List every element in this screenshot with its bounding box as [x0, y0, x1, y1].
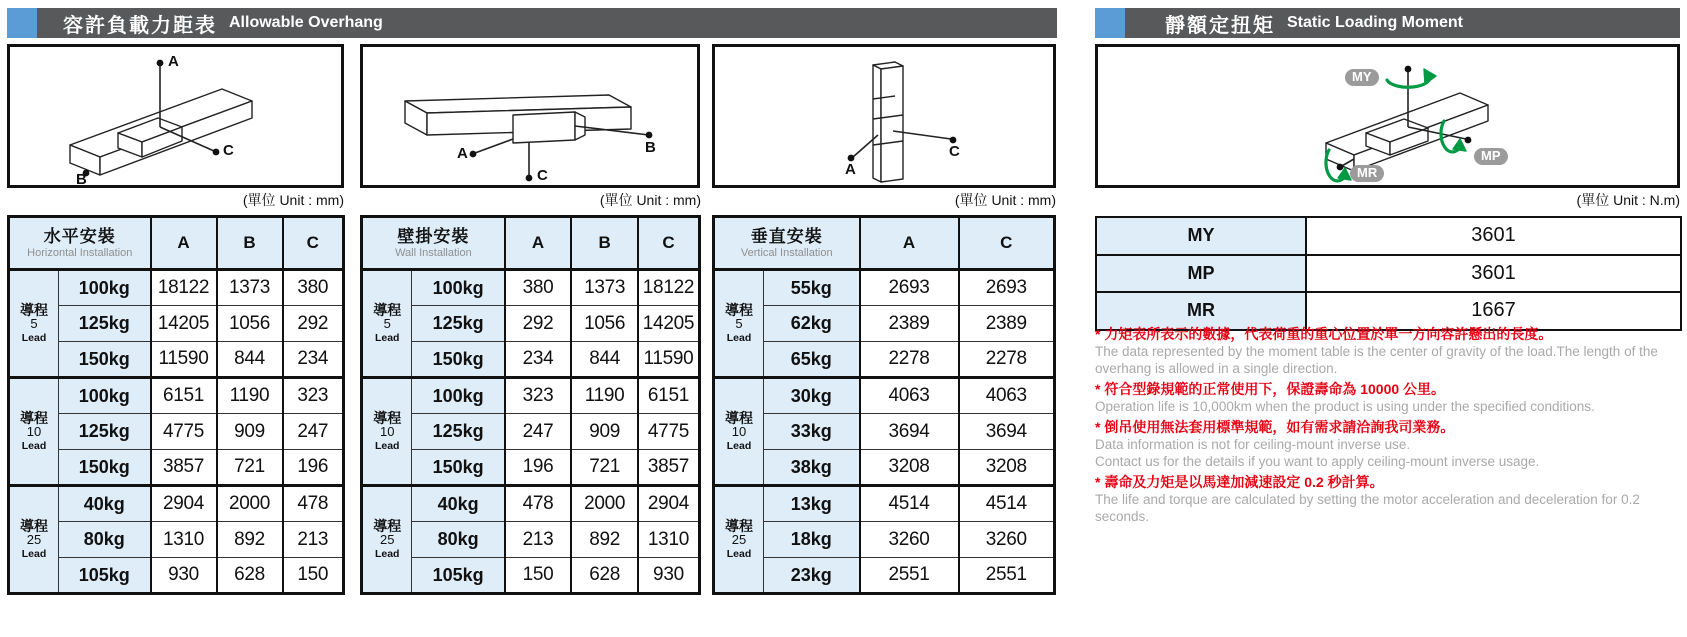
table-row — [714, 486, 1055, 522]
load-cell: 150kg — [412, 342, 505, 378]
lead-group-cell — [362, 270, 412, 378]
value-cell: 234 — [283, 342, 344, 378]
rail-wireframe-vertical — [715, 47, 1053, 185]
value-cell: 4514 — [860, 486, 959, 522]
value-cell: 892 — [217, 522, 283, 558]
table-row — [362, 342, 700, 378]
value-cell: 14205 — [151, 306, 217, 342]
moment-title-en: Static Loading Moment — [1287, 14, 1463, 31]
value-cell: 6151 — [151, 378, 217, 414]
table-row — [9, 486, 344, 522]
lead-number: 25 — [731, 531, 747, 547]
axis-label-a: A — [457, 145, 468, 162]
table-row — [9, 522, 344, 558]
value-cell: 3694 — [860, 414, 959, 450]
value-cell: 3857 — [638, 450, 700, 486]
rail-wireframe-moment — [1098, 47, 1677, 185]
table-row — [714, 270, 1055, 306]
table-row — [362, 378, 700, 414]
note-text-en: Contact us for the details if you want to apply ceiling-mount inverse usage. — [1095, 454, 1540, 469]
table-row — [714, 378, 1055, 414]
value-cell: 4775 — [638, 414, 700, 450]
static-moment-table — [1095, 216, 1682, 331]
lead-label-zh: 導程 — [725, 517, 753, 534]
load-cell: 80kg — [59, 522, 151, 558]
axis-label-a: A — [168, 53, 179, 70]
value-cell: 4775 — [151, 414, 217, 450]
axis-label-c: C — [537, 167, 548, 184]
load-cell: 105kg — [59, 558, 151, 594]
table-row — [362, 414, 700, 450]
load-cell: 55kg — [764, 270, 860, 306]
column-header-a: A — [505, 217, 572, 270]
overhang-table-horizontal-installation — [7, 215, 345, 595]
installation-header — [9, 217, 151, 270]
value-cell: 3260 — [860, 522, 959, 558]
lead-label-en: Lead — [21, 547, 47, 560]
table-row — [714, 522, 1055, 558]
column-header-c: C — [638, 217, 700, 270]
load-cell: 23kg — [764, 558, 860, 594]
lead-number: 25 — [379, 531, 395, 547]
value-cell: 3260 — [959, 522, 1055, 558]
value-cell: 2278 — [959, 342, 1055, 378]
table-row — [9, 414, 344, 450]
value-cell: 2904 — [151, 486, 217, 522]
lead-label-en: Lead — [374, 547, 400, 560]
column-header-c: C — [283, 217, 344, 270]
lead-label-zh: 導程 — [373, 409, 402, 426]
value-cell: 2278 — [860, 342, 959, 378]
value-cell: 1190 — [571, 378, 638, 414]
value-cell: 3208 — [959, 450, 1055, 486]
load-cell: 100kg — [59, 378, 151, 414]
moment-value-cell: 1667 — [1306, 292, 1681, 330]
installation-name-en: Vertical Installation — [740, 247, 833, 259]
table-row — [362, 450, 700, 486]
note-text-en: Operation life is 10,000km when the product is using under the specified conditions. — [1095, 399, 1595, 414]
table-row — [714, 306, 1055, 342]
value-cell: 2551 — [860, 558, 959, 594]
lead-label-zh: 導程 — [373, 517, 402, 534]
load-cell: 33kg — [764, 414, 860, 450]
column-header-a: A — [860, 217, 959, 270]
installation-header — [362, 217, 505, 270]
moment-row — [1096, 255, 1681, 293]
value-cell: 247 — [283, 414, 344, 450]
installation-name-en: Wall Installation — [395, 247, 472, 259]
lead-group-cell — [714, 270, 764, 378]
lead-label-en: Lead — [726, 331, 752, 344]
load-cell: 150kg — [412, 450, 505, 486]
lead-label-en: Lead — [21, 331, 47, 344]
unit-label-mm: (單位 Unit : mm) — [242, 192, 344, 208]
horizontal-installation-diagram — [7, 44, 344, 188]
value-cell: 844 — [217, 342, 283, 378]
table-row — [714, 414, 1055, 450]
lead-label-zh: 導程 — [20, 409, 48, 426]
value-cell: 2389 — [860, 306, 959, 342]
table-row — [362, 486, 700, 522]
moment-label-cell: MP — [1096, 255, 1306, 293]
moment-label-mr: MR — [1350, 165, 1384, 182]
axis-label-a: A — [845, 161, 856, 178]
table-row — [9, 306, 344, 342]
lead-label-en: Lead — [374, 331, 400, 344]
column-header-a: A — [151, 217, 217, 270]
note-text-en: The data represented by the moment table is the center of gravity of the load.The length of the overhang is allowed in a single direction. — [1095, 344, 1658, 376]
value-cell: 11590 — [638, 342, 700, 378]
load-cell: 100kg — [59, 270, 151, 306]
lead-group-cell — [362, 378, 412, 486]
note-text-en: The life and torque are calculated by setting the motor acceleration and deceleration for 0.2 seconds. — [1095, 492, 1640, 524]
table-row — [362, 306, 700, 342]
value-cell: 2693 — [860, 270, 959, 306]
load-cell: 100kg — [412, 378, 505, 414]
moment-label-mp: MP — [1474, 148, 1508, 165]
value-cell: 2693 — [959, 270, 1055, 306]
lead-group-cell — [714, 486, 764, 594]
value-cell: 380 — [505, 270, 572, 306]
value-cell: 909 — [217, 414, 283, 450]
unit-label-mm: (單位 Unit : mm) — [954, 192, 1056, 208]
value-cell: 196 — [505, 450, 572, 486]
load-cell: 65kg — [764, 342, 860, 378]
accent-square-icon — [7, 8, 37, 38]
load-cell: 40kg — [412, 486, 505, 522]
lead-number: 5 — [30, 315, 38, 331]
moment-notes — [1095, 322, 1680, 525]
lead-label-zh: 導程 — [373, 301, 402, 318]
moment-section-titlebar — [1095, 8, 1680, 38]
load-cell: 40kg — [59, 486, 151, 522]
note-text-zh: * 壽命及力矩是以馬達加減速設定 0.2 秒計算。 — [1095, 474, 1384, 490]
load-cell: 150kg — [59, 450, 151, 486]
axis-label-b: B — [76, 171, 87, 188]
value-cell: 930 — [151, 558, 217, 594]
value-cell: 478 — [283, 486, 344, 522]
overhang-table-wall-installation — [360, 215, 701, 595]
value-cell: 14205 — [638, 306, 700, 342]
installation-name-zh: 垂直安裝 — [750, 227, 823, 246]
value-cell: 6151 — [638, 378, 700, 414]
moment-label-cell: MY — [1096, 217, 1306, 255]
wall-installation-diagram — [360, 44, 700, 188]
lead-number: 25 — [26, 531, 42, 547]
load-cell: 80kg — [412, 522, 505, 558]
value-cell: 3857 — [151, 450, 217, 486]
load-cell: 38kg — [764, 450, 860, 486]
value-cell: 721 — [217, 450, 283, 486]
table-row — [362, 270, 700, 306]
installation-name-zh: 水平安裝 — [43, 227, 116, 246]
load-cell: 30kg — [764, 378, 860, 414]
value-cell: 2389 — [959, 306, 1055, 342]
axis-label-c: C — [949, 143, 960, 160]
load-cell: 150kg — [59, 342, 151, 378]
lead-group-cell — [9, 486, 59, 594]
installation-name-zh: 壁掛安裝 — [397, 227, 470, 246]
value-cell: 1056 — [571, 306, 638, 342]
moment-diagram — [1095, 44, 1680, 188]
load-cell: 125kg — [412, 306, 505, 342]
note-text-zh: * 符合型錄規範的正常使用下，保證壽命為 10000 公里。 — [1095, 381, 1446, 397]
value-cell: 628 — [571, 558, 638, 594]
lead-label-zh: 導程 — [725, 301, 753, 318]
value-cell: 930 — [638, 558, 700, 594]
value-cell: 4063 — [959, 378, 1055, 414]
load-cell: 13kg — [764, 486, 860, 522]
overhang-title-en: Allowable Overhang — [229, 14, 383, 31]
unit-label-mm: (單位 Unit : mm) — [599, 192, 701, 208]
value-cell: 2551 — [959, 558, 1055, 594]
lead-group-cell — [714, 378, 764, 486]
moment-label-cell: MR — [1096, 292, 1306, 330]
lead-number: 5 — [383, 315, 391, 331]
vertical-installation-diagram — [712, 44, 1056, 188]
value-cell: 4514 — [959, 486, 1055, 522]
value-cell: 4063 — [860, 378, 959, 414]
value-cell: 1310 — [638, 522, 700, 558]
unit-label-nm: (單位 Unit : N.m) — [1576, 192, 1680, 208]
moment-value-cell: 3601 — [1306, 217, 1681, 255]
value-cell: 844 — [571, 342, 638, 378]
value-cell: 196 — [283, 450, 344, 486]
value-cell: 478 — [505, 486, 572, 522]
value-cell: 247 — [505, 414, 572, 450]
value-cell: 323 — [505, 378, 572, 414]
lead-label-en: Lead — [374, 439, 400, 452]
note-text-en: Data information is not for ceiling-mount inverse use. — [1095, 437, 1411, 452]
column-header-b: B — [571, 217, 638, 270]
lead-number: 10 — [731, 423, 747, 439]
value-cell: 2904 — [638, 486, 700, 522]
lead-label-en: Lead — [726, 439, 752, 452]
value-cell: 234 — [505, 342, 572, 378]
table-row — [9, 558, 344, 594]
value-cell: 292 — [505, 306, 572, 342]
value-cell: 150 — [505, 558, 572, 594]
lead-number: 5 — [735, 315, 743, 331]
table-row — [714, 558, 1055, 594]
note-text-zh: * 力矩表所表示的數據，代表荷重的重心位置於單一方向容許懸出的長度。 — [1095, 326, 1553, 342]
accent-square-icon — [1095, 8, 1125, 38]
value-cell: 892 — [571, 522, 638, 558]
table-row — [714, 342, 1055, 378]
overhang-table-vertical-installation — [712, 215, 1056, 595]
installation-name-en: Horizontal Installation — [27, 247, 133, 259]
value-cell: 1056 — [217, 306, 283, 342]
value-cell: 213 — [505, 522, 572, 558]
table-row — [9, 342, 344, 378]
moment-label-my: MY — [1345, 69, 1379, 86]
table-row — [714, 450, 1055, 486]
load-cell: 105kg — [412, 558, 505, 594]
load-cell: 125kg — [412, 414, 505, 450]
value-cell: 150 — [283, 558, 344, 594]
value-cell: 18122 — [151, 270, 217, 306]
moment-title-zh: 靜額定扭矩 — [1165, 14, 1275, 37]
table-row — [362, 558, 700, 594]
value-cell: 11590 — [151, 342, 217, 378]
overhang-section-titlebar — [7, 8, 1057, 38]
value-cell: 3694 — [959, 414, 1055, 450]
lead-group-cell — [362, 486, 412, 594]
lead-label-en: Lead — [21, 439, 47, 452]
lead-label-en: Lead — [726, 547, 752, 560]
moment-value-cell: 3601 — [1306, 255, 1681, 293]
column-header-c: C — [959, 217, 1055, 270]
value-cell: 292 — [283, 306, 344, 342]
table-row — [9, 378, 344, 414]
load-cell: 125kg — [59, 306, 151, 342]
load-cell: 62kg — [764, 306, 860, 342]
value-cell: 1310 — [151, 522, 217, 558]
value-cell: 1373 — [571, 270, 638, 306]
installation-header — [714, 217, 860, 270]
axis-label-b: B — [645, 139, 656, 156]
lead-number: 10 — [379, 423, 395, 439]
value-cell: 323 — [283, 378, 344, 414]
value-cell: 2000 — [217, 486, 283, 522]
lead-group-cell — [9, 378, 59, 486]
table-row — [9, 270, 344, 306]
load-cell: 100kg — [412, 270, 505, 306]
lead-label-zh: 導程 — [20, 517, 48, 534]
rail-wireframe-wall — [363, 47, 697, 185]
value-cell: 213 — [283, 522, 344, 558]
overhang-title-zh: 容許負載力距表 — [63, 14, 217, 37]
value-cell: 909 — [571, 414, 638, 450]
value-cell: 18122 — [638, 270, 700, 306]
lead-group-cell — [9, 270, 59, 378]
table-row — [9, 450, 344, 486]
value-cell: 3208 — [860, 450, 959, 486]
value-cell: 1190 — [217, 378, 283, 414]
axis-label-c: C — [223, 142, 234, 159]
value-cell: 380 — [283, 270, 344, 306]
moment-row — [1096, 217, 1681, 255]
load-cell: 18kg — [764, 522, 860, 558]
value-cell: 721 — [571, 450, 638, 486]
value-cell: 2000 — [571, 486, 638, 522]
lead-number: 10 — [26, 423, 42, 439]
lead-label-zh: 導程 — [20, 301, 48, 318]
value-cell: 1373 — [217, 270, 283, 306]
column-header-b: B — [217, 217, 283, 270]
value-cell: 628 — [217, 558, 283, 594]
lead-label-zh: 導程 — [725, 409, 753, 426]
note-text-zh: * 倒吊使用無法套用標準規範，如有需求請洽詢我司業務。 — [1095, 419, 1455, 435]
table-row — [362, 522, 700, 558]
load-cell: 125kg — [59, 414, 151, 450]
